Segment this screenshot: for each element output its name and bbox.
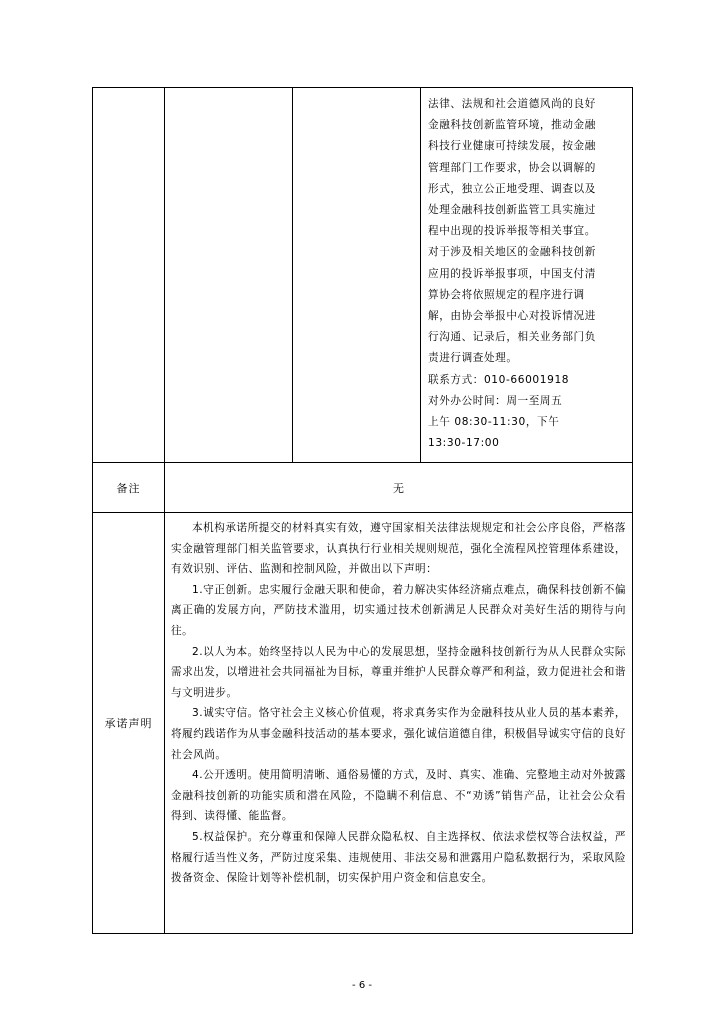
commitment-item-5: 5.权益保护。充分尊重和保障人民群众隐私权、自主选择权、依法求偿权等合法权益，严格履行适当性义务，严防过度采集、违规使用、非法交易和泄露用户隐私数据行为，采取风险拨备资金、保险计划等补偿机制，切实保护用户资金和信息安全。 <box>171 830 626 885</box>
remarks-value: 无 <box>165 463 633 513</box>
info-line: 程中出现的投诉举报等相关事宜。 <box>428 225 596 238</box>
remarks-label: 备注 <box>93 463 165 513</box>
commitment-item-4: 4.公开透明。使用简明清晰、通俗易懂的方式，及时、真实、准确、完整地主动对外披露金融科技创新的功能实质和潜在风险，不隐瞒不利信息、不“劝诱”销售产品，让社会公众看得到、读得懂、能监督。 <box>171 769 626 823</box>
info-line: 解，由协会举报中心对投诉情况进 <box>428 310 596 323</box>
empty-cell-3 <box>293 88 421 463</box>
complaint-info-text <box>421 88 632 454</box>
office-hours-morning: 上午 08:30-11:30，下午 <box>428 416 560 429</box>
complaint-info-cell <box>421 88 633 463</box>
info-line: 行沟通、记录后，相关业务部门负 <box>428 331 596 344</box>
commitment-body <box>165 513 632 889</box>
info-line: 责进行调查处理。 <box>428 352 518 365</box>
commitment-intro: 本机构承诺所提交的材料真实有效，遵守国家相关法律法规规定和社会公序良俗，严格落实金融管理部门相关监管要求，认真执行行业相关规则规范，强化全流程风控管理体系建设，有效识别、评估、监测和控制风险，并做出以下声明： <box>171 522 626 576</box>
page-number: - 6 - <box>352 980 372 991</box>
commitment-label: 承诺声明 <box>93 513 165 934</box>
office-hours-label: 对外办公时间：周一至周五 <box>428 394 563 407</box>
commitment-content <box>165 513 633 934</box>
info-line: 法律、法规和社会道德风尚的良好 <box>428 98 596 110</box>
office-hours-afternoon: 13:30-17:00 <box>428 437 500 450</box>
commitment-item-3: 3.诚实守信。恪守社会主义核心价值观，将求真务实作为金融科技从业人员的基本素养，将履约践诺作为从事金融科技活动的基本要求，强化诚信道德自律，积极倡导诚实守信的良好社会风尚。 <box>171 707 626 761</box>
contact-phone: 联系方式：010-66001918 <box>428 373 570 386</box>
info-line: 形式，独立公正地受理、调查以及 <box>428 182 596 195</box>
commitment-item-2: 2.以人为本。始终坚持以人民为中心的发展思想，坚持金融科技创新行为从人民群众实际需求出发，以增进社会共同福祉为目标，尊重并维护人民群众尊严和利益，致力促进社会和谐与文明进步。 <box>171 645 626 699</box>
info-line: 应用的投诉举报事项，中国支付清 <box>428 267 596 280</box>
info-line: 处理金融科技创新监管工具实施过 <box>428 204 596 217</box>
empty-cell-2 <box>165 88 293 463</box>
top-row <box>93 88 633 463</box>
commitment-item-1: 1.守正创新。忠实履行金融天职和使命，着力解决实体经济痛点难点，确保科技创新不偏离正确的发展方向，严防技术滥用，切实通过技术创新满足人民群众对美好生活的期待与向往。 <box>171 583 626 637</box>
info-line: 对于涉及相关地区的金融科技创新 <box>428 246 596 259</box>
remarks-row <box>93 463 633 513</box>
info-line: 金融科技创新监管环境，推动金融 <box>428 119 596 132</box>
empty-cell-1 <box>93 88 165 463</box>
commitment-row <box>93 513 633 934</box>
info-line: 算协会将依照规定的程序进行调 <box>428 288 585 301</box>
info-table <box>92 87 633 934</box>
info-line: 管理部门工作要求，协会以调解的 <box>428 161 596 174</box>
info-line: 科技行业健康可持续发展，按金融 <box>428 140 596 153</box>
